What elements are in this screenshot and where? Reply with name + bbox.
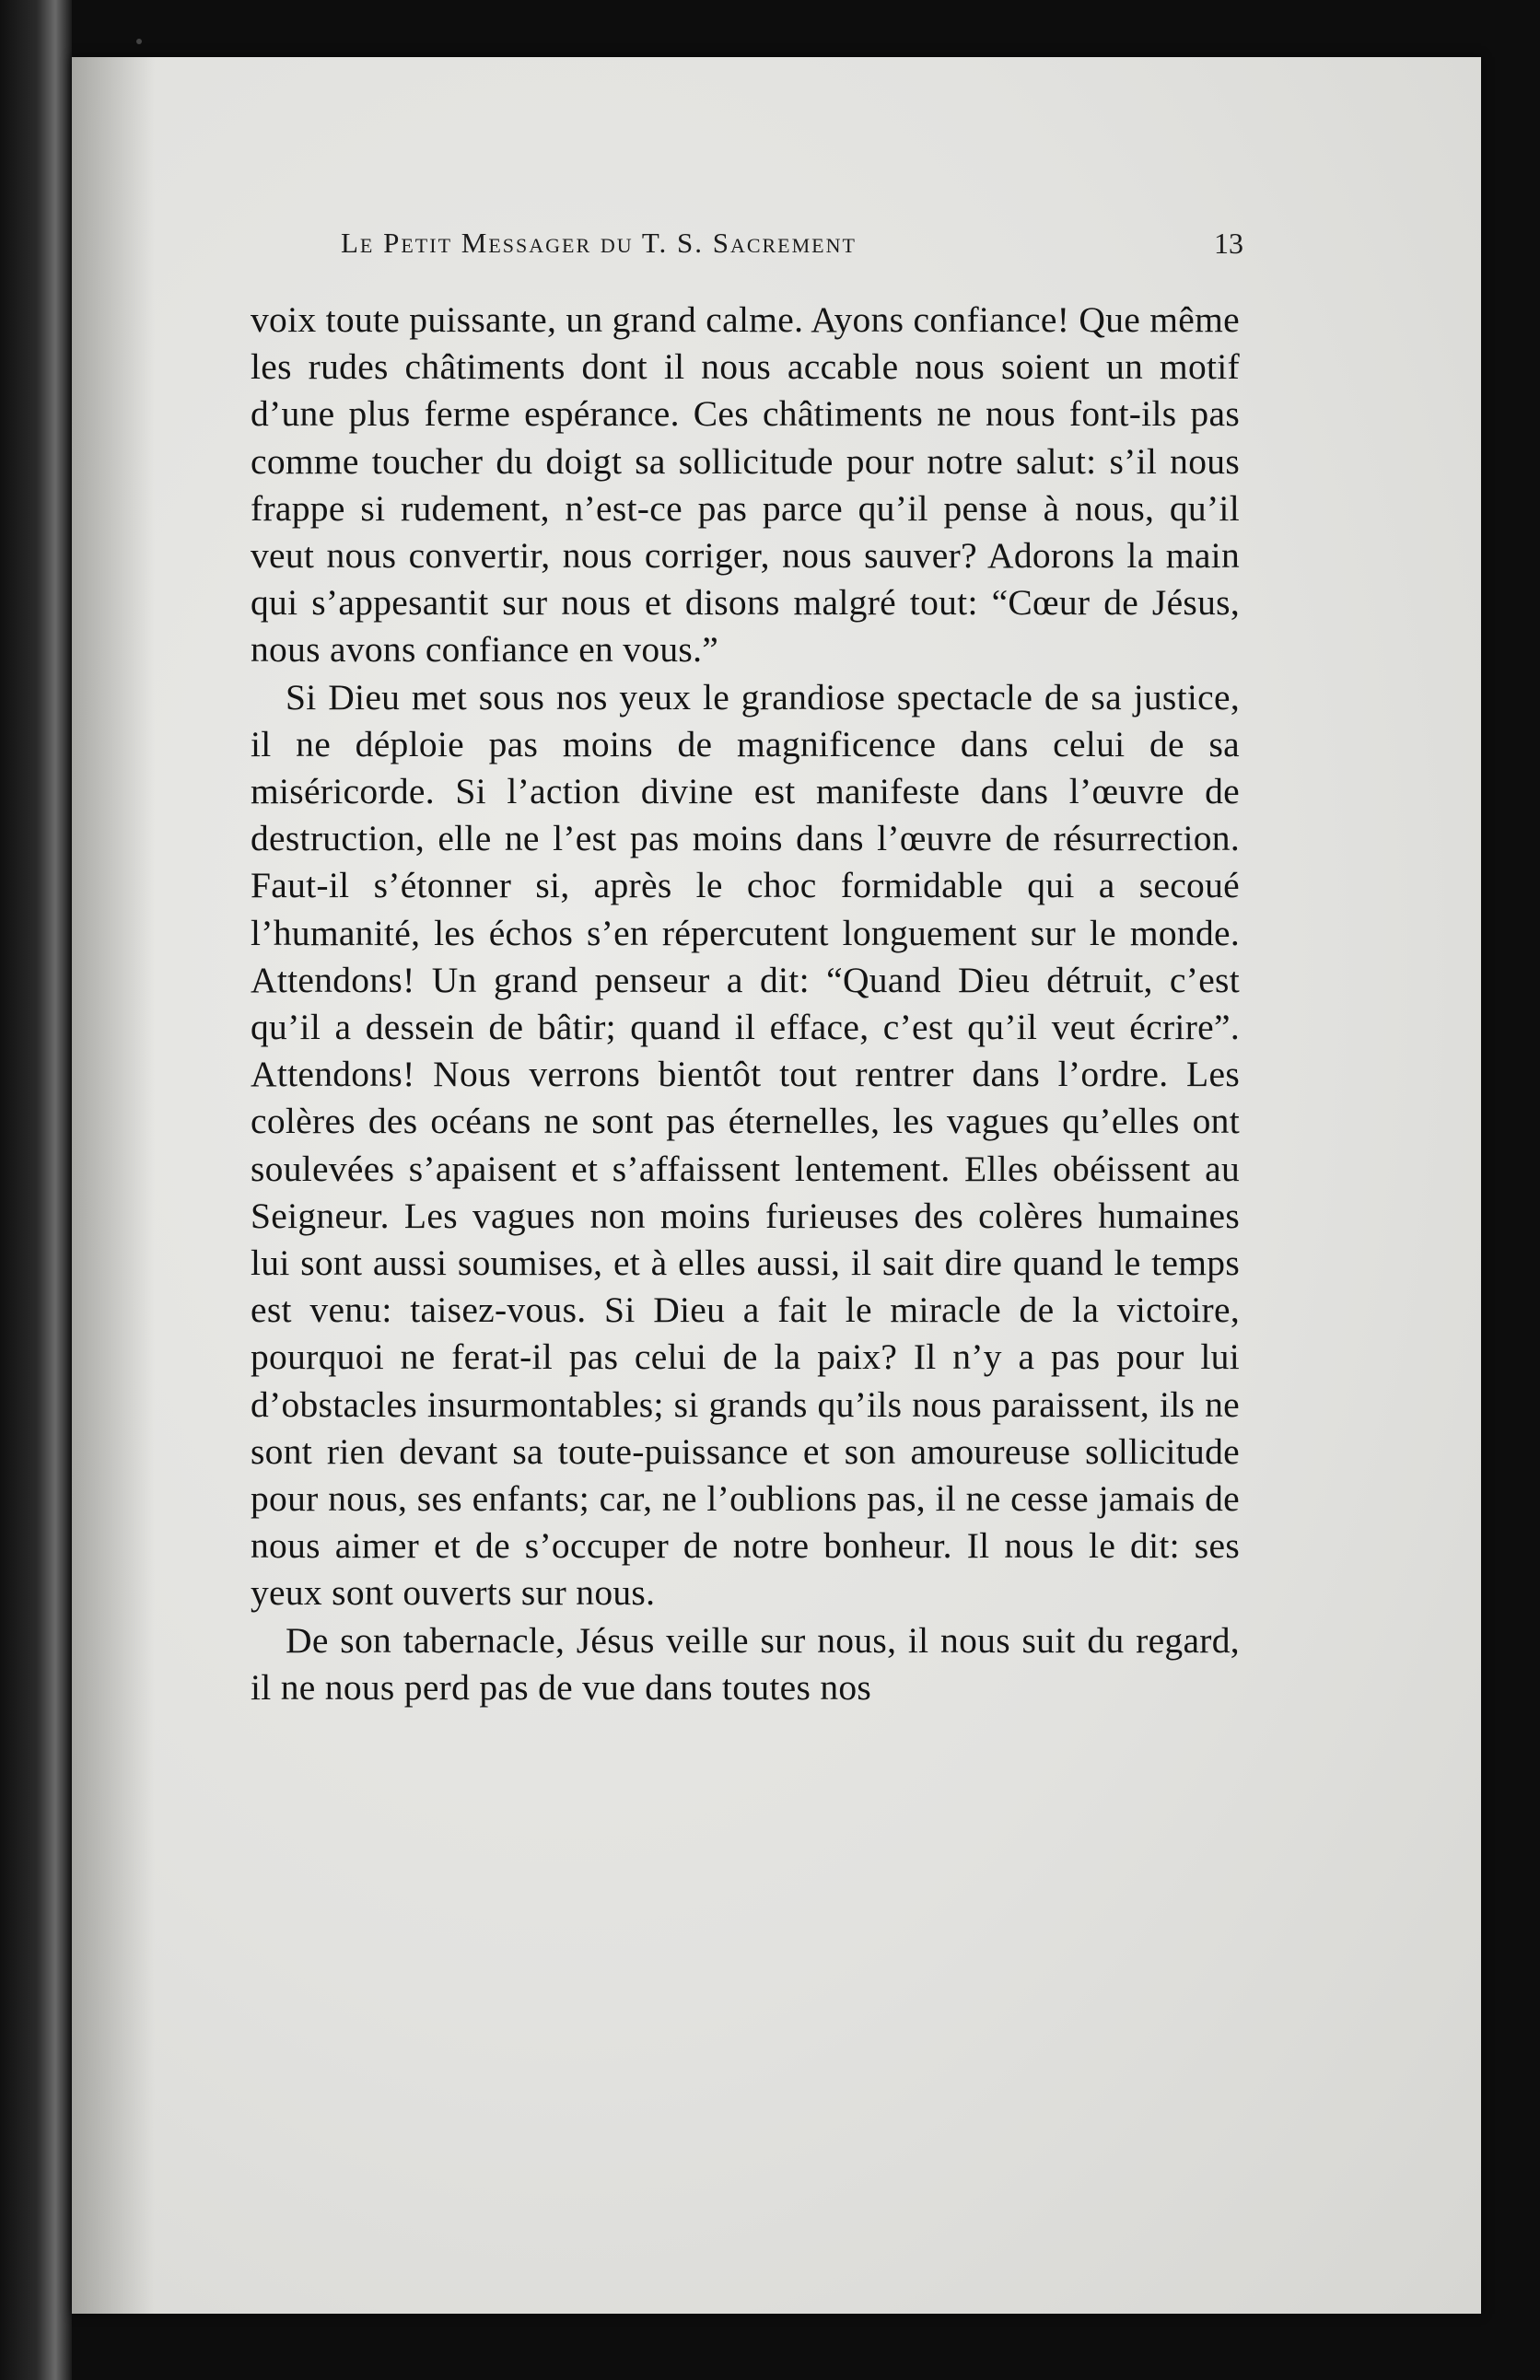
speck bbox=[136, 39, 142, 44]
running-title: Le Petit Messager du T. S. Sacrement bbox=[341, 227, 857, 259]
paragraph-2: Si Dieu met sous nos yeux le grandiose spectacle de sa justice, il ne déploie pas moins de magnificence dans celui de sa miséricorde. Si l’action divine est manifeste dans l’œuvre de destruction, elle ne l’est pas moins dans l’œuvre de résurrection. Faut-il s’étonner si, après le choc formidable qui a secoué l’humanité, les échos s’en répercutent longuement sur le monde. Attendons! Un grand penseur a dit: “Quand Dieu détruit, c’est qu’il a dessein de bâtir; quand il efface, c’est qu’il veut écrire”. Attendons! Nous verrons bientôt tout rentrer dans l’ordre. Les colères des océans ne sont pas éternelles, les vagues qu’elles ont soulevées s’apaisent et s’affaissent lentement. Elles obéissent au Seigneur. Les vagues non moins furieuses des colères humaines lui sont aussi soumises, et à elles aussi, il sait dire quand le temps est venu: taisez-vous. Si Dieu a fait le miracle de la victoire, pourquoi ne ferat-il pas celui de la paix? Il n’y a pas pour lui d’obstacles insurmontables; si grands qu’ils nous paraissent, ils ne sont rien devant sa toute-puissance et son amoureuse sollicitude pour nous, ses enfants; car, ne l’oublions pas, il ne cesse jamais de nous aimer et de s’occuper de notre bonheur. Il nous le dit: ses yeux sont ouverts sur nous. bbox=[251, 676, 1240, 1614]
gutter-shadow bbox=[72, 57, 155, 2314]
paragraph-3: De son tabernacle, Jésus veille sur nous, il nous suit du regard, il ne nous perd pas de vue dans toutes nos bbox=[251, 1619, 1240, 1708]
paragraph-1: voix toute puissante, un grand calme. Ayons confiance! Que même les rudes châtiments dont il nous accable nous soient un motif d’une plus ferme espérance. Ces châtiments ne nous font-ils pas comme toucher du doigt sa sollicitude pour notre salut: s’il nous frappe si rudement, n’est-ce pas parce qu’il pense à nous, qu’il veut nous convertir, nous corriger, nous sauver? Adorons la main qui s’appesantit sur nous et disons malgré tout: “Cœur de Jésus, nous avons confiance en vous.” bbox=[251, 299, 1240, 671]
page-number: 13 bbox=[1214, 227, 1243, 260]
body-text bbox=[251, 297, 1240, 1711]
running-header bbox=[341, 227, 1243, 282]
scan-border bbox=[0, 0, 72, 2380]
